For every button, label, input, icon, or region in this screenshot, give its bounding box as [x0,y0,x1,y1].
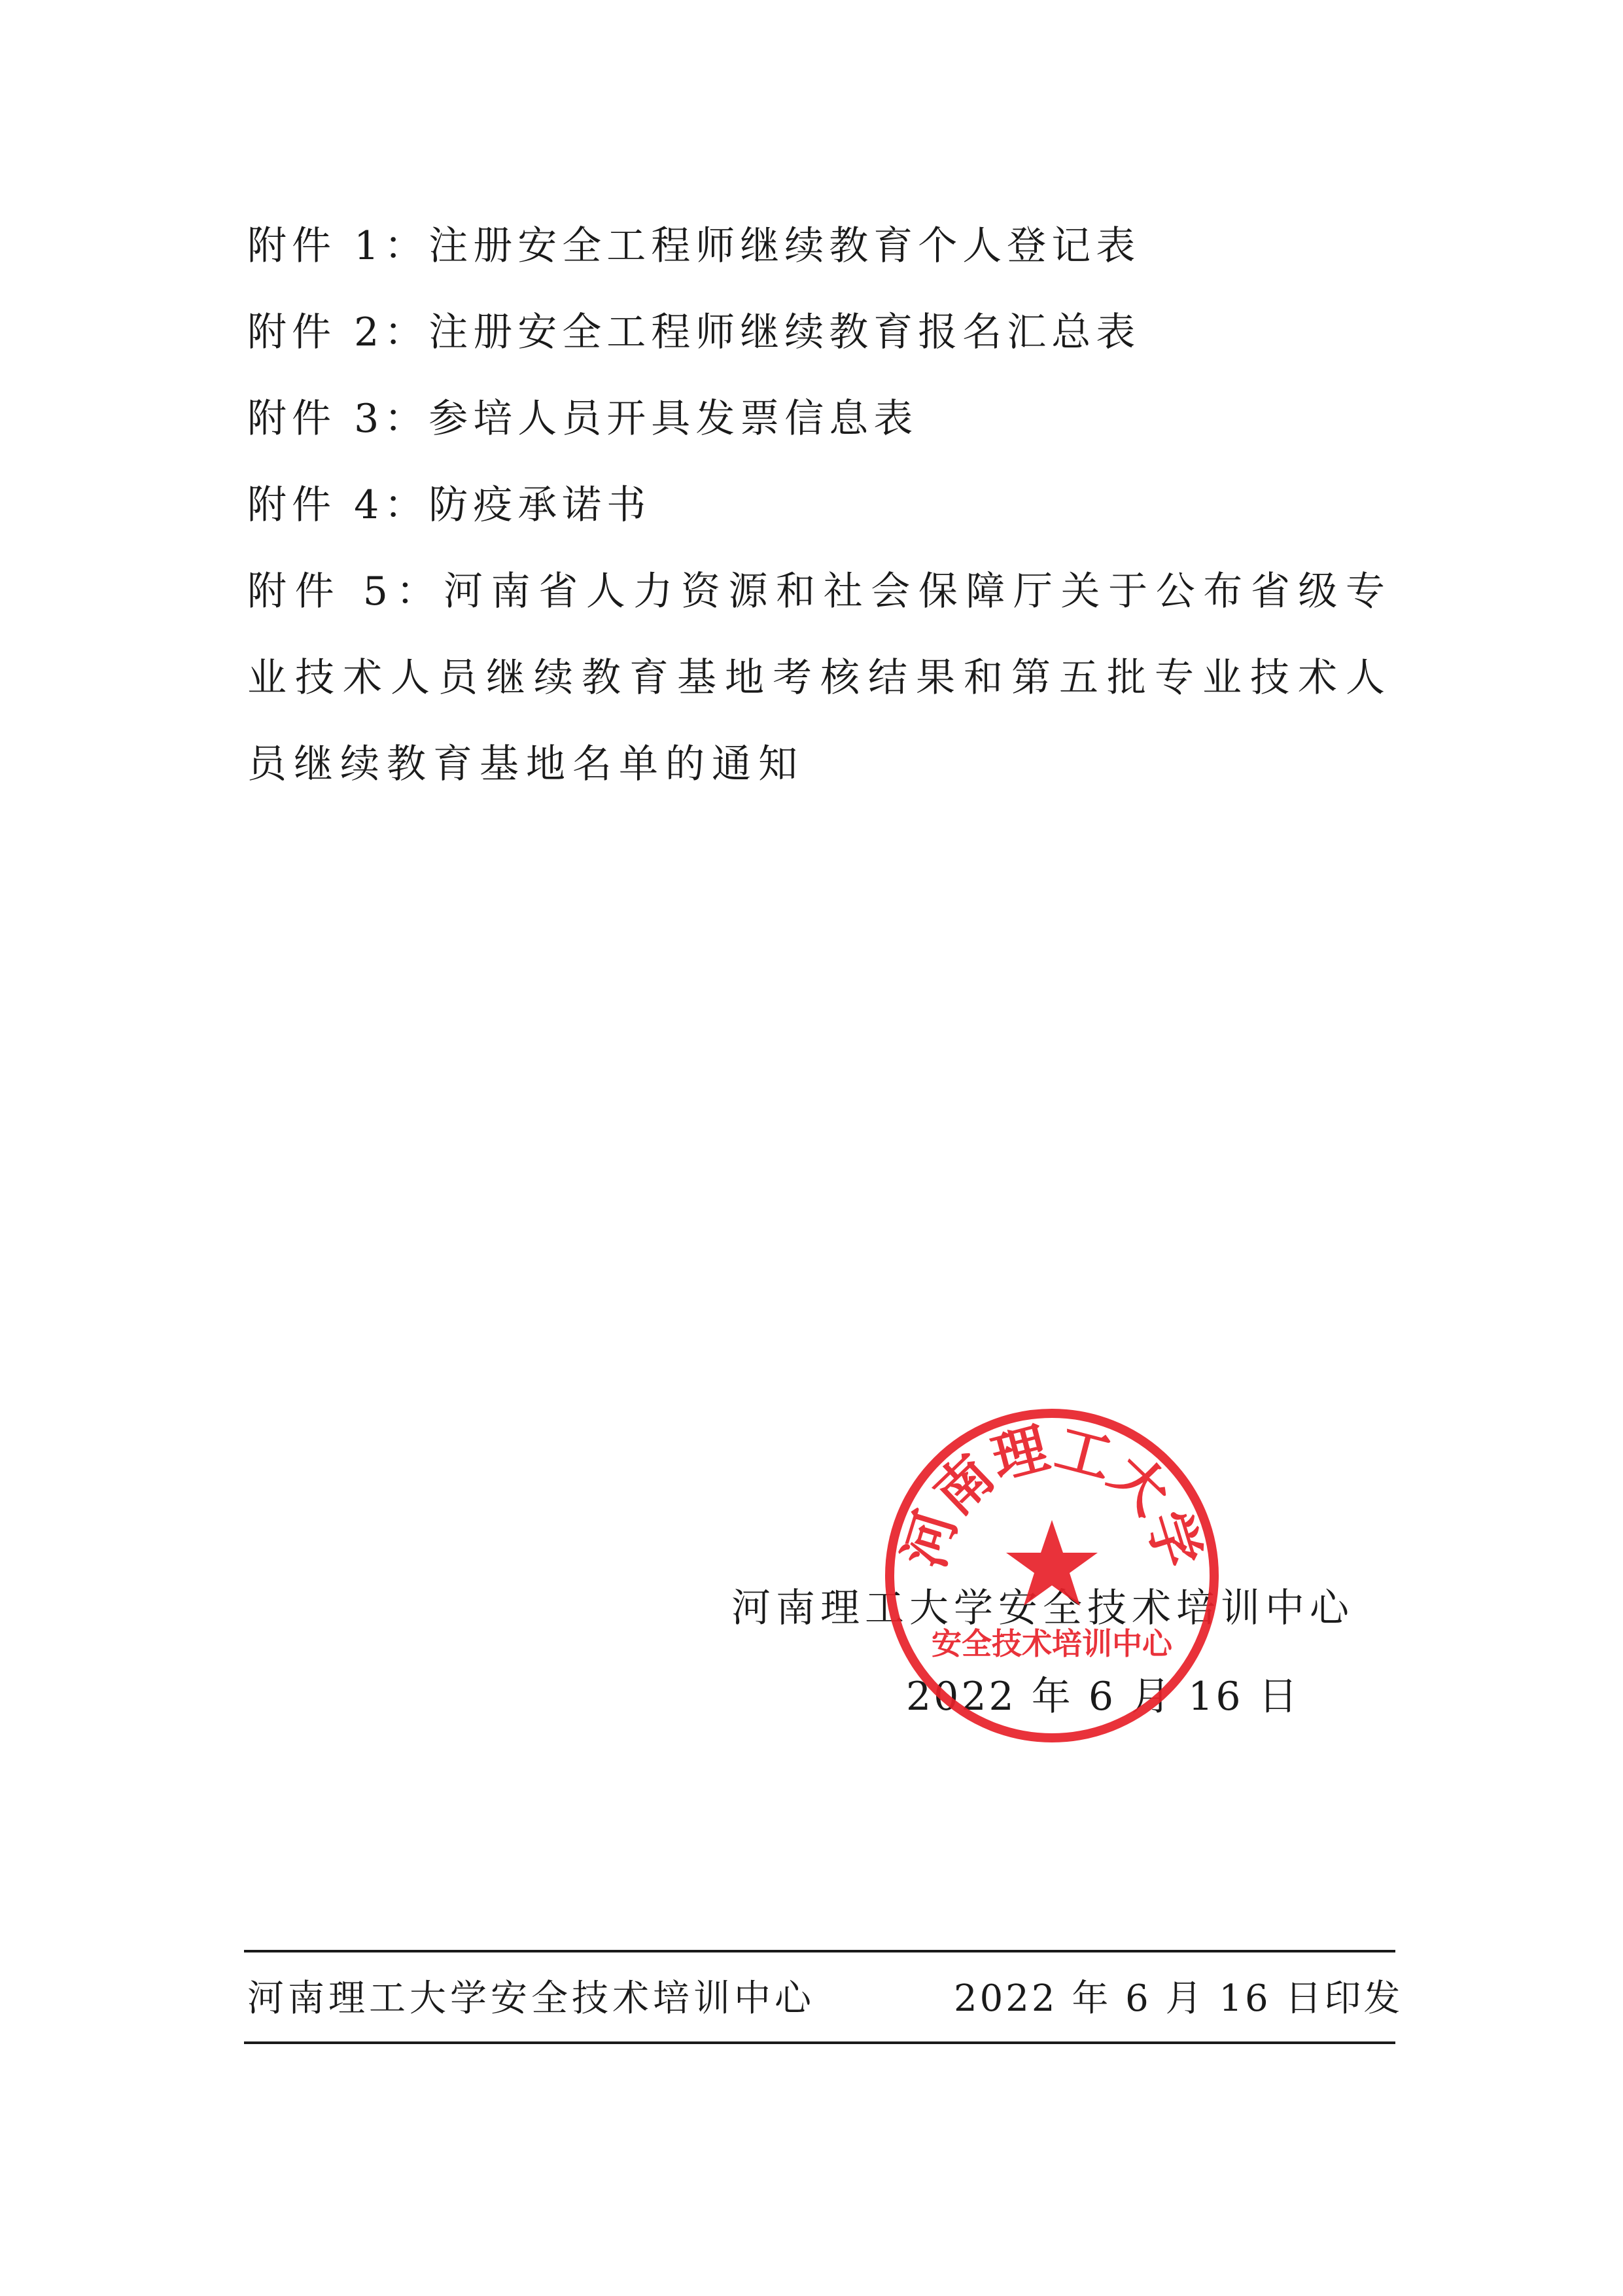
signature-date: 2022 年 6 月 16 日 [906,1674,1300,1720]
signature-organization: 河南理工大学安全技术培训中心 [731,1585,1354,1631]
attachment-item-4: 附件 4：防疫承诺书 [247,482,652,528]
attachment-item-5: 附件 5：河南省人力资源和社会保障厅关于公布省级专业技术人员继续教育基地考核结果和第五批专业技术人员继续教育基地名单的通知 [247,569,1392,787]
seal-star [1006,1520,1098,1606]
attachment-item-2: 附件 2：注册安全工程师继续教育报名汇总表 [247,309,1141,355]
seal-inner-text: 安全技术培训中心 [932,1626,1172,1661]
attachment-item-1: 附件 1：注册安全工程师继续教育个人登记表 [247,223,1141,269]
attachment-item-3: 附件 3：参培人员开具发票信息表 [247,396,918,442]
footer-rule-bottom [244,2041,1395,2044]
footer-rule-top [244,1950,1395,1952]
attachment-list [247,203,1392,807]
footer-issue-date: 2022 年 6 月 16 日印发 [954,1977,1403,2020]
footer-organization: 河南理工大学安全技术培训中心 [247,1977,815,2020]
seal-outer-text: 河南理工大学 [892,1415,1212,1576]
official-seal-icon [882,1405,1222,1746]
